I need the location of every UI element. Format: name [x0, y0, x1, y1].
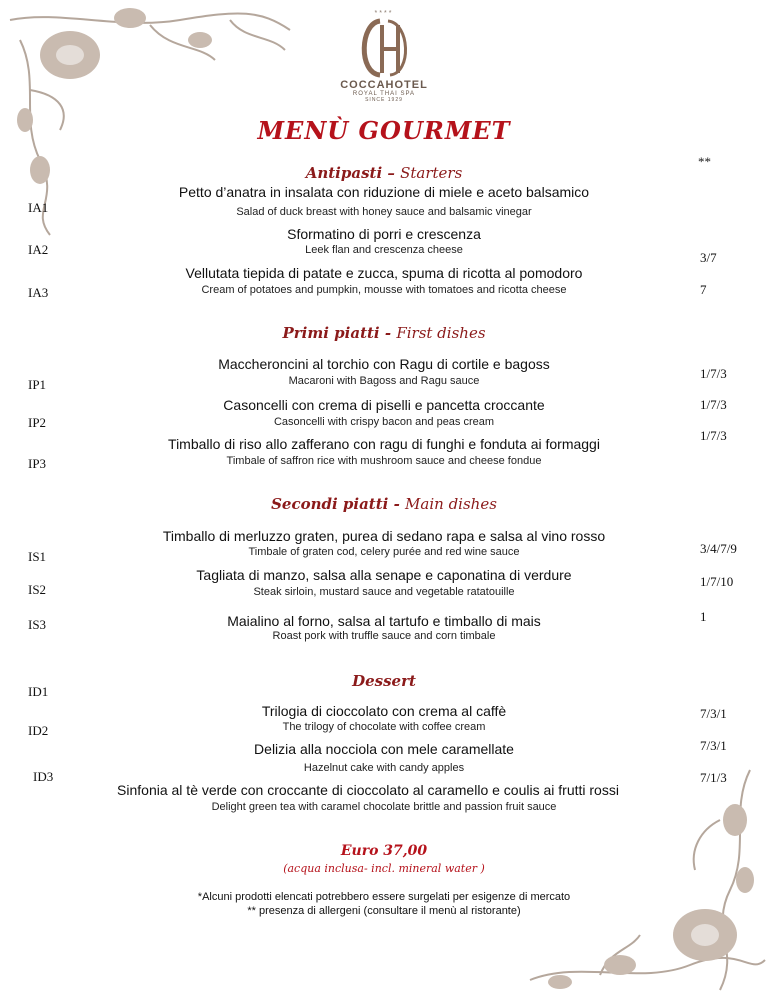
dish-allergens: 7/1/3: [700, 770, 727, 785]
dish-allergens: 3/7: [700, 250, 717, 265]
dish-allergens: 1/7/3: [700, 397, 727, 412]
dish-name-it: Sformatino di porri e crescenza: [287, 226, 481, 242]
logo-stars: ****: [374, 10, 394, 17]
dish-name-it: Sinfonia al tè verde con croccante di cioccolato al caramello e coulis ai frutti rossi: [117, 782, 619, 798]
dish-allergens: 7: [700, 282, 707, 297]
section-title-it: Secondi piatti -: [271, 495, 400, 513]
dish-name-en: Hazelnut cake with candy apples: [303, 762, 465, 774]
dish-allergens: 1/7/3: [700, 428, 727, 443]
dish-name-it: Trilogia di cioccolato con crema al caffè: [261, 703, 507, 719]
logo-ch-icon: [352, 17, 416, 79]
dish-name-it: Timballo di merluzzo graten, purea di sedano rapa e salsa al vino rosso: [162, 528, 606, 544]
hotel-logo: [0, 10, 768, 103]
dish-name-en: Salad of duck breast with honey sauce and balsamic vinegar: [236, 206, 532, 218]
logo-since: SINCE 1929: [365, 97, 403, 103]
section-title-primi: [0, 324, 768, 342]
dish-allergens: 1/7/3: [700, 366, 727, 381]
dish-allergens: 7/3/1: [700, 706, 727, 721]
dish-name-en: Delight green tea with caramel chocolate brittle and passion fruit sauce: [211, 801, 557, 813]
dish-code: IP3: [28, 456, 47, 471]
dish-name-en: Timbale of graten cod, celery purée and red wine sauce: [248, 546, 520, 558]
dish-name-en: Steak sirloin, mustard sauce and vegetable ratatouille: [253, 586, 515, 598]
dish-name-it: Timballo di riso allo zafferano con ragu di funghi e fonduta ai formaggi: [168, 436, 600, 452]
section-title-dessert: [0, 672, 768, 690]
footnote-allergens: ** presenza di allergeni (consultare il menù al ristorante): [247, 905, 521, 917]
dish-name-it: Maccheroncini al torchio con Ragu di cortile e bagoss: [218, 356, 550, 372]
logo-subtitle: ROYAL THAI SPA: [352, 91, 416, 97]
section-title-it: Dessert: [352, 672, 416, 690]
price-note: (acqua inclusa- incl. mineral water ): [283, 862, 485, 875]
dish-name-en: Leek flan and crescenza cheese: [305, 244, 463, 256]
dish-code: ID3: [33, 769, 54, 784]
dish-allergens: 3/4/7/9: [700, 541, 737, 556]
dish-name-en: Casoncelli with crispy bacon and peas cream: [273, 416, 495, 428]
section-title-antipasti: [0, 164, 768, 182]
section-title-it: Antipasti –: [305, 164, 395, 182]
dish-name-en: The trilogy of chocolate with coffee cream: [282, 721, 486, 733]
dish-allergens: 1/7/10: [700, 574, 734, 589]
dish-code: IS2: [28, 582, 47, 597]
dish-code: IA1: [28, 200, 49, 215]
dish-allergens: 1: [700, 609, 707, 624]
section-title-it: Primi piatti -: [282, 324, 392, 342]
dish-name-it: Petto d’anatra in insalata con riduzione di miele e aceto balsamico: [178, 184, 590, 200]
menu-title: MENÙ GOURMET: [257, 116, 511, 145]
dish-code: IP1: [28, 377, 47, 392]
footnote-frozen: *Alcuni prodotti elencati potrebbero essere surgelati per esigenze di mercato: [197, 891, 571, 903]
section-title-en: Starters: [400, 164, 463, 182]
logo-hotel-name: COCCAHOTEL: [340, 79, 428, 91]
dish-name-en: Cream of potatoes and pumpkin, mousse with tomatoes and ricotta cheese: [201, 284, 567, 296]
dish-code: ID1: [28, 684, 49, 699]
menu-price: Euro 37,00: [340, 843, 428, 859]
dish-name-it: Tagliata di manzo, salsa alla senape e caponatina di verdure: [196, 567, 572, 583]
dish-name-it: Casoncelli con crema di piselli e pancetta croccante: [223, 397, 545, 413]
dish-code: ID2: [28, 723, 49, 738]
dish-name-en: Macaroni with Bagoss and Ragu sauce: [288, 375, 480, 387]
dish-code: IS3: [28, 617, 47, 632]
dish-code: IA2: [28, 242, 49, 257]
dish-allergens: 7/3/1: [700, 738, 727, 753]
dish-name-it: Vellutata tiepida di patate e zucca, spuma di ricotta al pomodoro: [185, 265, 583, 281]
dish-code: IA3: [28, 285, 49, 300]
dish-code: IP2: [28, 415, 47, 430]
dish-name-en: Timbale of saffron rice with mushroom sauce and cheese fondue: [226, 455, 542, 467]
dish-name-it: Maialino al forno, salsa al tartufo e timballo di mais: [227, 613, 541, 629]
allergen-header: **: [698, 154, 711, 169]
dish-name-it: Delizia alla nocciola con mele caramellate: [254, 741, 514, 757]
section-title-en: First dishes: [396, 324, 486, 342]
dish-name-en: Roast pork with truffle sauce and corn timbale: [272, 630, 496, 642]
dish-code: IS1: [28, 549, 47, 564]
section-title-secondi: [0, 495, 768, 513]
section-title-en: Main dishes: [405, 495, 497, 513]
